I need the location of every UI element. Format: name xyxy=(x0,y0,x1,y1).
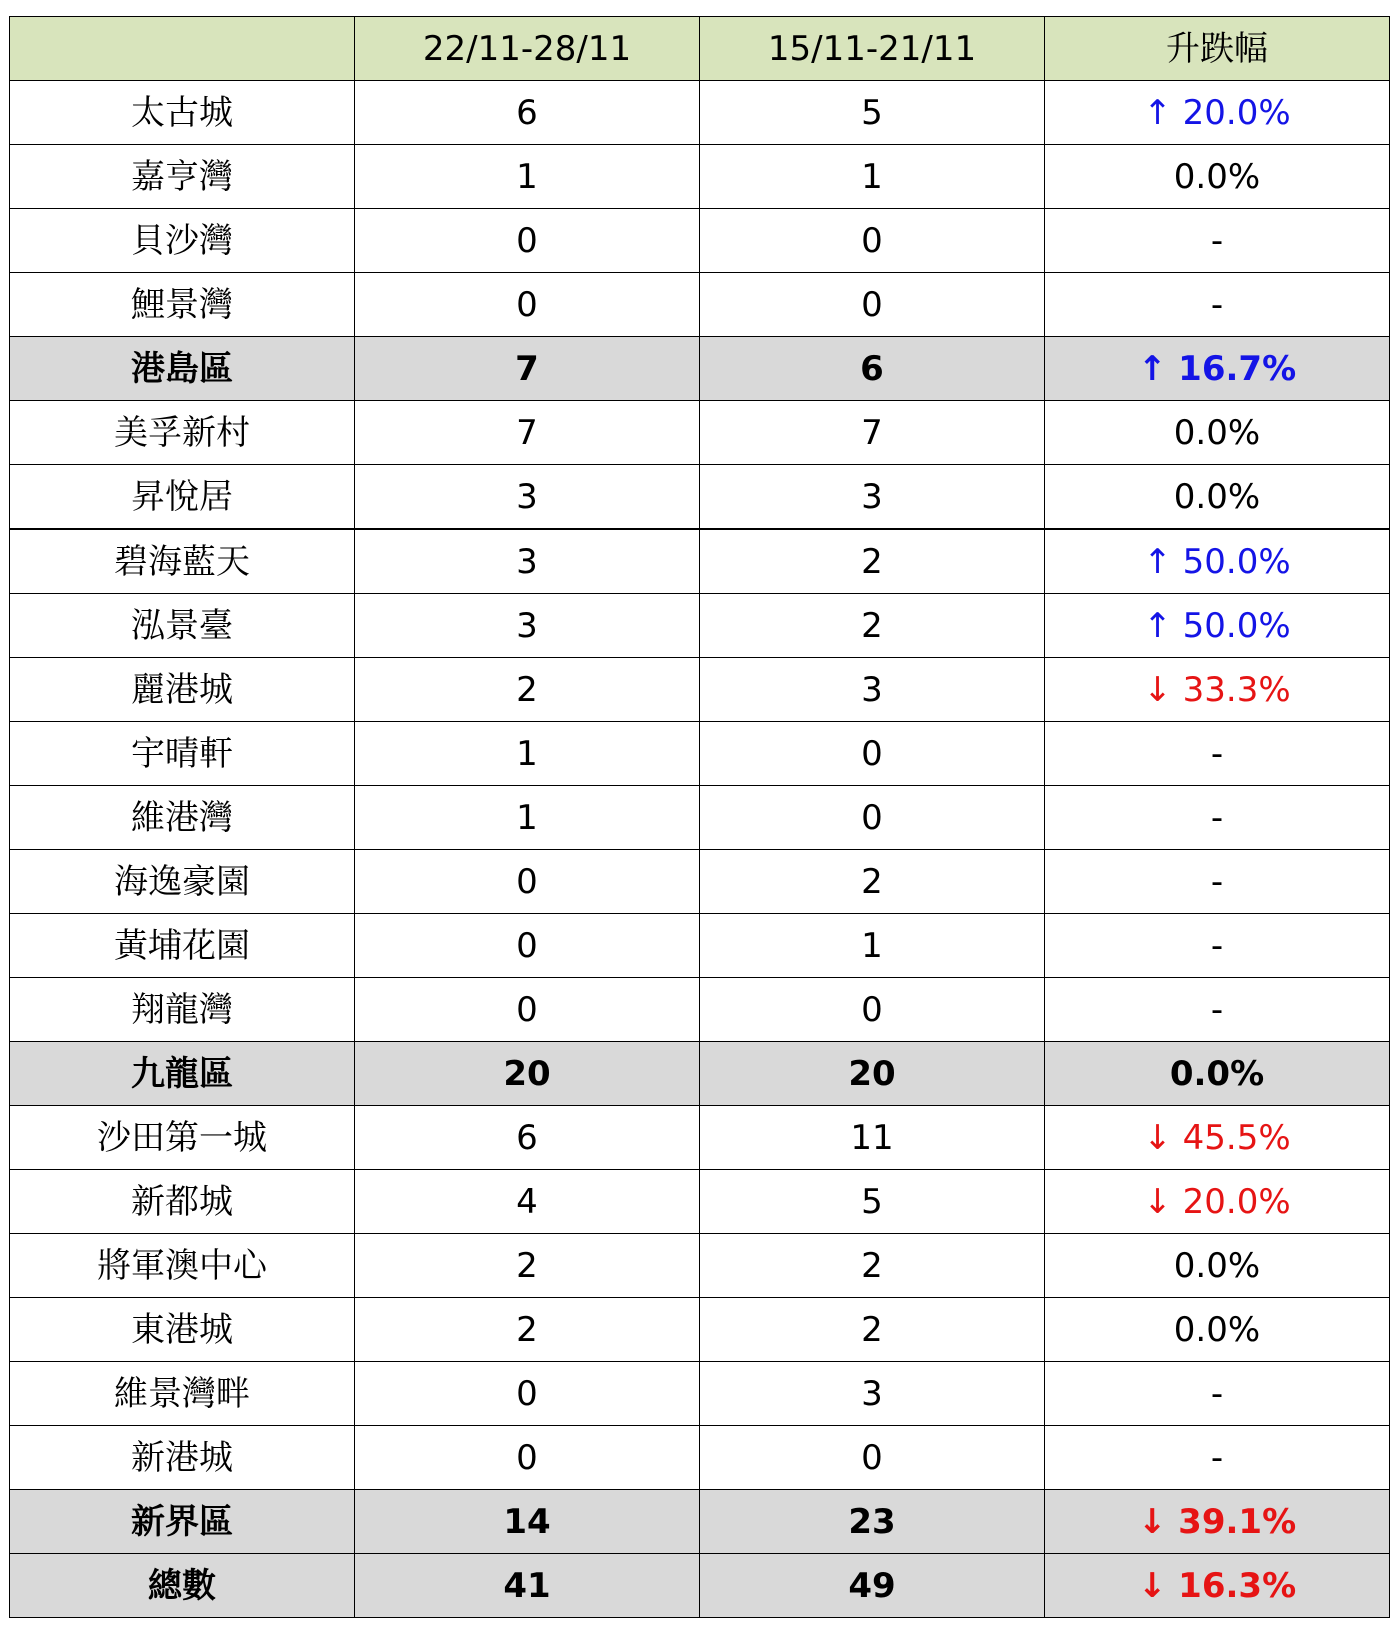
table-row xyxy=(10,594,1390,658)
previous-week-value: 11 xyxy=(700,1106,1045,1170)
previous-week-value: 5 xyxy=(700,81,1045,145)
table-row xyxy=(10,145,1390,209)
subtotal-row xyxy=(10,1042,1390,1106)
table-row xyxy=(10,786,1390,850)
current-week-value: 4 xyxy=(355,1170,700,1234)
previous-week-value: 49 xyxy=(700,1554,1045,1618)
current-week-value: 20 xyxy=(355,1042,700,1106)
current-week-value: 3 xyxy=(355,529,700,594)
current-week-value: 7 xyxy=(355,401,700,465)
change-value: ↓ 16.3% xyxy=(1045,1554,1390,1618)
previous-week-value: 5 xyxy=(700,1170,1045,1234)
change-value: - xyxy=(1045,1362,1390,1426)
previous-week-value: 3 xyxy=(700,465,1045,530)
estate-name: 泓景臺 xyxy=(10,594,355,658)
current-week-value: 0 xyxy=(355,1426,700,1490)
estate-name: 維景灣畔 xyxy=(10,1362,355,1426)
change-value: - xyxy=(1045,1426,1390,1490)
change-value: 0.0% xyxy=(1045,465,1390,530)
table-row xyxy=(10,978,1390,1042)
previous-week-value: 23 xyxy=(700,1490,1045,1554)
current-week-value: 41 xyxy=(355,1554,700,1618)
current-week-value: 6 xyxy=(355,1106,700,1170)
estate-name: 新都城 xyxy=(10,1170,355,1234)
current-week-value: 2 xyxy=(355,1298,700,1362)
change-value: ↑ 20.0% xyxy=(1045,81,1390,145)
transactions-table-container xyxy=(9,16,1390,1618)
change-value: - xyxy=(1045,273,1390,337)
table-row xyxy=(10,1234,1390,1298)
table-row xyxy=(10,465,1390,530)
estate-name: 港島區 xyxy=(10,337,355,401)
estate-name: 美孚新村 xyxy=(10,401,355,465)
estate-name: 宇晴軒 xyxy=(10,722,355,786)
previous-week-value: 3 xyxy=(700,658,1045,722)
change-value: - xyxy=(1045,722,1390,786)
previous-week-value: 1 xyxy=(700,145,1045,209)
previous-week-value: 0 xyxy=(700,1426,1045,1490)
change-value: - xyxy=(1045,978,1390,1042)
table-row xyxy=(10,722,1390,786)
estate-name: 麗港城 xyxy=(10,658,355,722)
previous-week-value: 0 xyxy=(700,209,1045,273)
subtotal-row xyxy=(10,1554,1390,1618)
subtotal-row xyxy=(10,337,1390,401)
current-week-value: 0 xyxy=(355,273,700,337)
current-week-value: 14 xyxy=(355,1490,700,1554)
previous-week-value: 1 xyxy=(700,914,1045,978)
estate-name: 昇悅居 xyxy=(10,465,355,530)
estate-name: 新港城 xyxy=(10,1426,355,1490)
estate-name: 維港灣 xyxy=(10,786,355,850)
table-row xyxy=(10,914,1390,978)
change-value: 0.0% xyxy=(1045,1298,1390,1362)
change-value: - xyxy=(1045,914,1390,978)
current-week-value: 0 xyxy=(355,1362,700,1426)
estate-name: 黃埔花園 xyxy=(10,914,355,978)
change-value: ↑ 50.0% xyxy=(1045,594,1390,658)
table-body xyxy=(10,81,1390,1618)
current-week-value: 1 xyxy=(355,722,700,786)
previous-week-value: 20 xyxy=(700,1042,1045,1106)
header-week-current: 22/11-28/11 xyxy=(355,17,700,81)
change-value: ↓ 39.1% xyxy=(1045,1490,1390,1554)
change-value: 0.0% xyxy=(1045,401,1390,465)
previous-week-value: 2 xyxy=(700,1298,1045,1362)
current-week-value: 2 xyxy=(355,1234,700,1298)
current-week-value: 7 xyxy=(355,337,700,401)
estate-name: 新界區 xyxy=(10,1490,355,1554)
change-value: - xyxy=(1045,786,1390,850)
estate-name: 沙田第一城 xyxy=(10,1106,355,1170)
estate-name: 嘉亨灣 xyxy=(10,145,355,209)
subtotal-row xyxy=(10,1490,1390,1554)
header-estate xyxy=(10,17,355,81)
previous-week-value: 0 xyxy=(700,273,1045,337)
current-week-value: 0 xyxy=(355,978,700,1042)
current-week-value: 0 xyxy=(355,914,700,978)
estate-name: 海逸豪園 xyxy=(10,850,355,914)
previous-week-value: 0 xyxy=(700,786,1045,850)
estate-name: 東港城 xyxy=(10,1298,355,1362)
current-week-value: 2 xyxy=(355,658,700,722)
estate-name: 鯉景灣 xyxy=(10,273,355,337)
current-week-value: 6 xyxy=(355,81,700,145)
previous-week-value: 7 xyxy=(700,401,1045,465)
estate-name: 太古城 xyxy=(10,81,355,145)
change-value: - xyxy=(1045,209,1390,273)
table-row xyxy=(10,1298,1390,1362)
current-week-value: 0 xyxy=(355,850,700,914)
table-row xyxy=(10,529,1390,594)
previous-week-value: 2 xyxy=(700,594,1045,658)
table-row xyxy=(10,81,1390,145)
table-row xyxy=(10,401,1390,465)
change-value: ↓ 33.3% xyxy=(1045,658,1390,722)
estate-name: 總數 xyxy=(10,1554,355,1618)
estate-name: 碧海藍天 xyxy=(10,529,355,594)
change-value: ↓ 45.5% xyxy=(1045,1106,1390,1170)
change-value: - xyxy=(1045,850,1390,914)
table-row xyxy=(10,209,1390,273)
current-week-value: 1 xyxy=(355,145,700,209)
table-row xyxy=(10,658,1390,722)
previous-week-value: 2 xyxy=(700,529,1045,594)
table-row xyxy=(10,1362,1390,1426)
current-week-value: 0 xyxy=(355,209,700,273)
previous-week-value: 2 xyxy=(700,850,1045,914)
table-row xyxy=(10,1170,1390,1234)
table-row xyxy=(10,1426,1390,1490)
transactions-table xyxy=(9,16,1390,1618)
change-value: 0.0% xyxy=(1045,1234,1390,1298)
header-change: 升跌幅 xyxy=(1045,17,1390,81)
change-value: 0.0% xyxy=(1045,1042,1390,1106)
change-value: ↑ 50.0% xyxy=(1045,529,1390,594)
estate-name: 貝沙灣 xyxy=(10,209,355,273)
previous-week-value: 0 xyxy=(700,978,1045,1042)
previous-week-value: 3 xyxy=(700,1362,1045,1426)
table-row xyxy=(10,1106,1390,1170)
change-value: ↓ 20.0% xyxy=(1045,1170,1390,1234)
header-week-previous: 15/11-21/11 xyxy=(700,17,1045,81)
table-row xyxy=(10,850,1390,914)
table-header-row xyxy=(10,17,1390,81)
previous-week-value: 6 xyxy=(700,337,1045,401)
current-week-value: 1 xyxy=(355,786,700,850)
change-value: 0.0% xyxy=(1045,145,1390,209)
estate-name: 將軍澳中心 xyxy=(10,1234,355,1298)
previous-week-value: 0 xyxy=(700,722,1045,786)
current-week-value: 3 xyxy=(355,465,700,530)
estate-name: 九龍區 xyxy=(10,1042,355,1106)
estate-name: 翔龍灣 xyxy=(10,978,355,1042)
table-row xyxy=(10,273,1390,337)
change-value: ↑ 16.7% xyxy=(1045,337,1390,401)
current-week-value: 3 xyxy=(355,594,700,658)
previous-week-value: 2 xyxy=(700,1234,1045,1298)
